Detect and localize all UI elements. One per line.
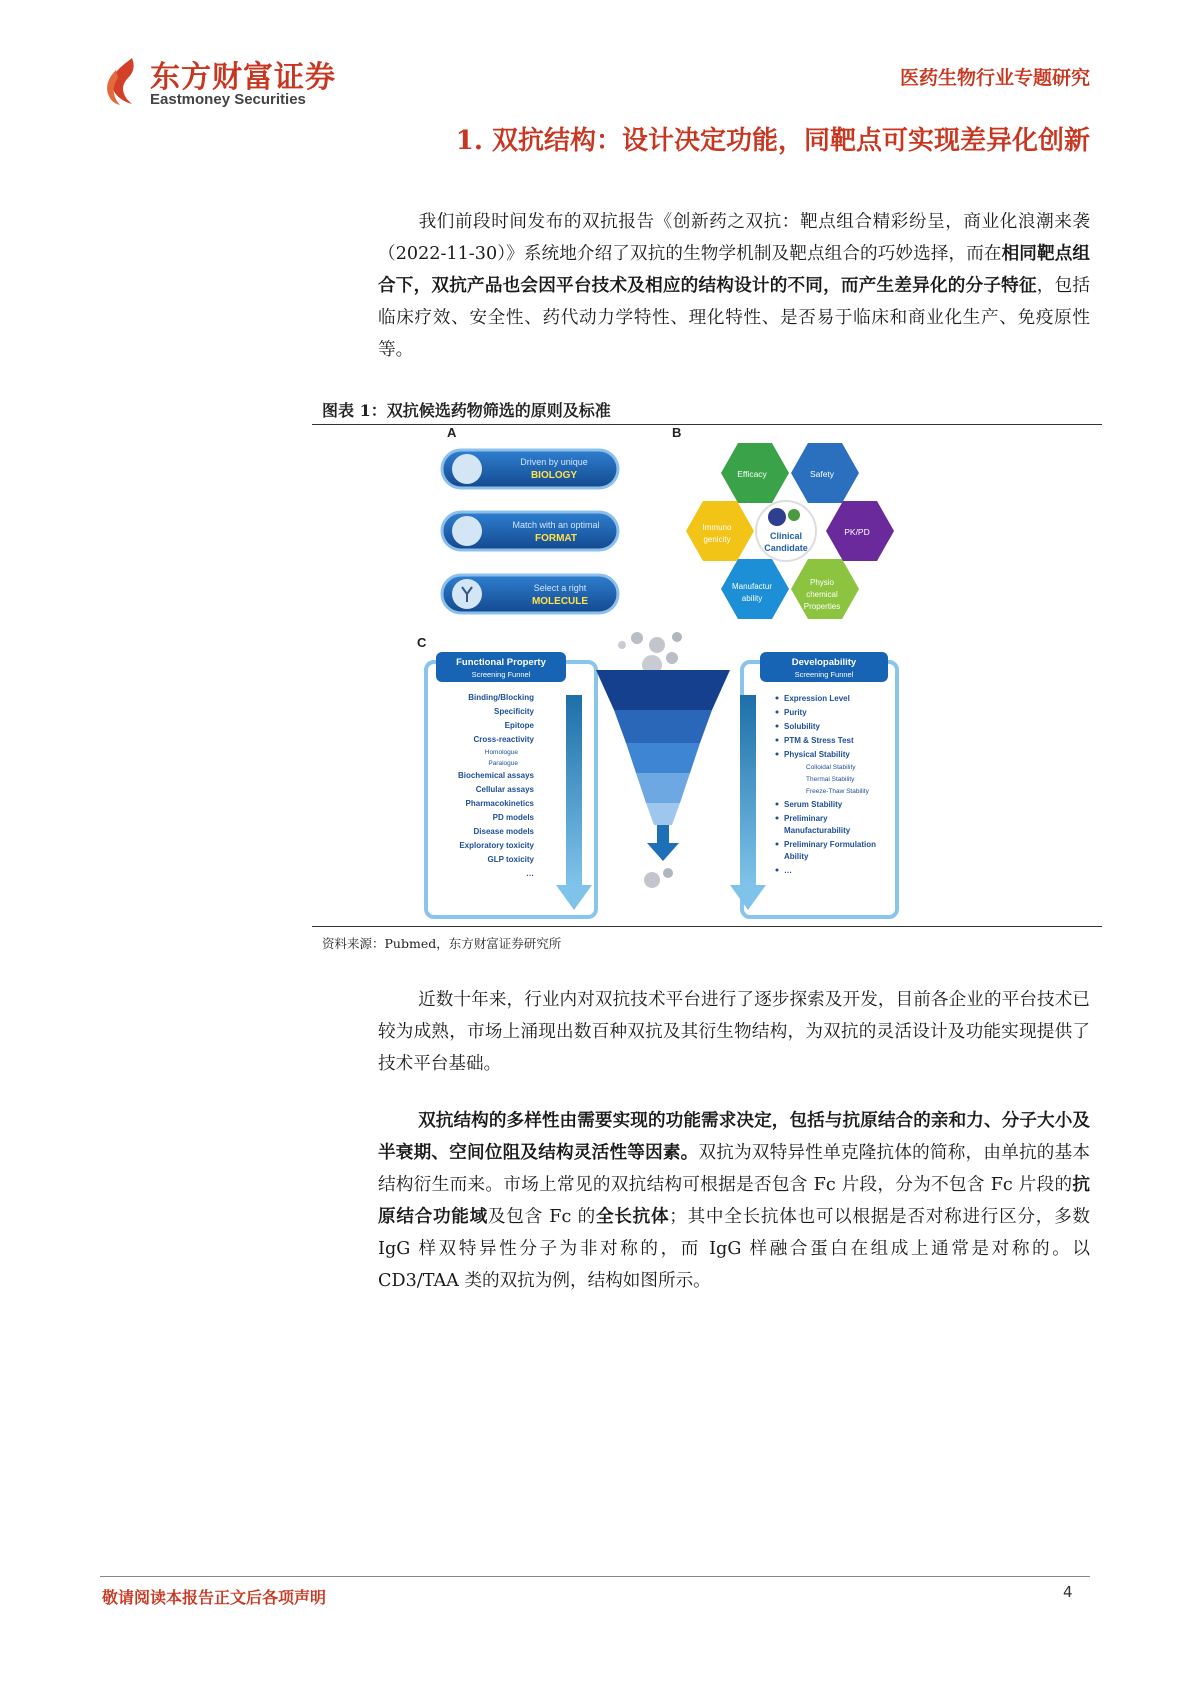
svg-text:Thermal Stability: Thermal Stability <box>806 776 855 783</box>
svg-text:Physio: Physio <box>809 578 835 587</box>
svg-text:Colloidal Stability: Colloidal Stability <box>806 764 856 771</box>
svg-text:Match with an optimal: Match with an optimal <box>512 520 600 530</box>
figure-caption: 图表 1：双抗候选药物筛选的原则及标准 <box>322 401 611 420</box>
svg-text:Binding/Blocking: Binding/Blocking <box>468 693 534 702</box>
svg-text:…: … <box>526 869 534 878</box>
paragraph-2 <box>378 984 1090 1080</box>
svg-text:Specificity: Specificity <box>493 707 534 716</box>
svg-text:Paralogue: Paralogue <box>488 760 518 767</box>
paragraph-3 <box>378 1105 1090 1297</box>
svg-text:Preliminary Formulation: Preliminary Formulation <box>784 840 877 849</box>
svg-text:Exploratory toxicity: Exploratory toxicity <box>459 841 534 850</box>
svg-text:Driven by unique: Driven by unique <box>520 457 588 467</box>
panel-a-pill-2 <box>442 512 618 550</box>
svg-text:ability: ability <box>741 594 763 603</box>
svg-text:Immuno: Immuno <box>702 523 732 532</box>
panel-a-label: A <box>447 425 457 440</box>
paragraph-3-bold-full: 全长抗体 <box>595 1206 670 1227</box>
svg-text:Purity: Purity <box>784 708 807 717</box>
svg-text:PD models: PD models <box>492 813 534 822</box>
developability-box <box>730 652 897 917</box>
svg-text:Select a right: Select a right <box>533 583 587 593</box>
logo-flame-icon <box>102 56 146 106</box>
paragraph-2-text: 近数十年来，行业内对双抗技术平台进行了逐步探索及开发，目前各企业的平台技术已较为成熟，市场上涌现出数百种双抗及其衍生物结构，为双抗的灵活设计及功能实现提供了技术平台基础。 <box>378 990 1090 1074</box>
panel-a-pill-1 <box>442 450 618 488</box>
svg-text:Efficacy: Efficacy <box>737 469 767 479</box>
svg-text:Ability: Ability <box>784 852 809 861</box>
paragraph-1-text: 我们前段时间发布的双抗报告《创新药之双抗：靶点组合精彩纷呈，商业化浪潮来袭（2022-11-30）》系统地介绍了双抗的生物学机制及靶点组合的巧妙选择，而在 <box>378 212 1090 264</box>
paragraph-1 <box>378 206 1090 366</box>
svg-text:Disease models: Disease models <box>473 827 534 836</box>
svg-text:Homologue: Homologue <box>484 749 518 756</box>
svg-text:Solubility: Solubility <box>784 722 820 731</box>
svg-text:Epitope: Epitope <box>504 721 534 730</box>
paragraph-3-bold-lead: 双抗结构的多样性由需要实现的功能需求决定，包括与抗原结合的亲和力、分子大小及半衰期、空间位阻及结构灵活性等因素。 <box>378 1110 1090 1163</box>
svg-text:chemical: chemical <box>806 590 838 599</box>
page-number: 4 <box>1063 1583 1073 1601</box>
svg-text:Cross-reactivity: Cross-reactivity <box>473 735 534 744</box>
svg-text:Screening Funnel: Screening Funnel <box>794 670 854 679</box>
svg-text:genicity: genicity <box>703 535 731 544</box>
svg-text:Biochemical assays: Biochemical assays <box>457 771 534 780</box>
svg-text:Physical Stability: Physical Stability <box>784 750 850 759</box>
report-type: 医药生物行业专题研究 <box>899 67 1090 89</box>
svg-text:FORMAT: FORMAT <box>534 533 578 544</box>
svg-text:Freeze-Thaw Stability: Freeze-Thaw Stability <box>806 788 869 795</box>
paragraph-3-text-3: ；其中全长抗体也可以根据是否对称进行区分，多数 IgG 样双特异性分子为非对称的，而 IgG 样融合蛋白在组成上通常是对称的。以 CD3/TAA 类的双抗为例，结构如图所示。 <box>378 1207 1090 1291</box>
svg-text:Clinical: Clinical <box>769 531 803 541</box>
svg-text:Candidate: Candidate <box>764 543 808 553</box>
svg-text:Expression Level: Expression Level <box>784 694 850 703</box>
svg-text:Manufacturability: Manufacturability <box>784 826 851 835</box>
functional-property-box <box>426 652 596 917</box>
svg-text:Functional Property: Functional Property <box>456 657 546 668</box>
svg-text:Safety: Safety <box>809 469 835 479</box>
svg-text:Manufactur: Manufactur <box>731 582 773 591</box>
cell-image-icon <box>452 454 482 484</box>
section-title: 1. 双抗结构：设计决定功能，同靶点可实现差异化创新 <box>455 126 1090 156</box>
paragraph-3-text-2: 及包含 Fc 的 <box>487 1207 596 1227</box>
panel-c-label: C <box>417 635 427 650</box>
panel-a-pill-3 <box>442 575 618 613</box>
footer-disclaimer: 敬请阅读本报告正文后各项声明 <box>102 1588 327 1607</box>
figure-source: 资料来源：Pubmed，东方财富证券研究所 <box>322 936 562 951</box>
footer-rule <box>100 1576 1090 1577</box>
screening-funnel-graphic <box>596 632 730 888</box>
svg-text:GLP toxicity: GLP toxicity <box>487 855 534 864</box>
svg-text:Properties: Properties <box>803 602 841 611</box>
svg-text:…: … <box>784 866 792 875</box>
svg-text:Screening Funnel: Screening Funnel <box>471 670 531 679</box>
svg-text:Developability: Developability <box>791 657 857 668</box>
paragraph-3-text: 双抗为双特异性单克隆抗体的简称，由单抗的基本结构衍生而来。市场上常见的双抗结构可根据是否包含 Fc 片段，分为不包含 Fc 片段的 <box>378 1143 1090 1195</box>
svg-text:BIOLOGY: BIOLOGY <box>530 470 578 481</box>
svg-text:Pharmacokinetics: Pharmacokinetics <box>465 799 534 808</box>
molecule-icon <box>768 508 786 526</box>
panel-b-label: B <box>672 425 682 440</box>
paragraph-3-bold-domain: 抗原结合功能域 <box>378 1174 1090 1227</box>
paragraph-1-text-end: ，包括临床疗效、安全性、药代动力学特性、理化特性、是否易于临床和商业化生产、免疫原性等。 <box>378 276 1090 360</box>
svg-text:Cellular assays: Cellular assays <box>475 785 534 794</box>
format-image-icon <box>452 516 482 546</box>
paragraph-1-bold: 相同靶点组合下，双抗产品也会因平台技术及相应的结构设计的不同，而产生差异化的分子特征 <box>378 243 1090 296</box>
svg-text:MOLECULE: MOLECULE <box>531 596 589 607</box>
svg-text:PK/PD: PK/PD <box>844 527 870 537</box>
svg-text:Preliminary: Preliminary <box>784 814 828 823</box>
figure-screening-principles <box>312 425 1102 925</box>
figure-bottom-rule <box>312 926 1102 927</box>
svg-text:PTM & Stress Test: PTM & Stress Test <box>784 736 854 745</box>
svg-text:Serum Stability: Serum Stability <box>784 800 843 809</box>
logo-chinese: 东方财富证券 <box>150 60 336 95</box>
panel-b-hexagon-wheel <box>686 443 894 619</box>
logo-english: Eastmoney Securities <box>150 91 306 108</box>
